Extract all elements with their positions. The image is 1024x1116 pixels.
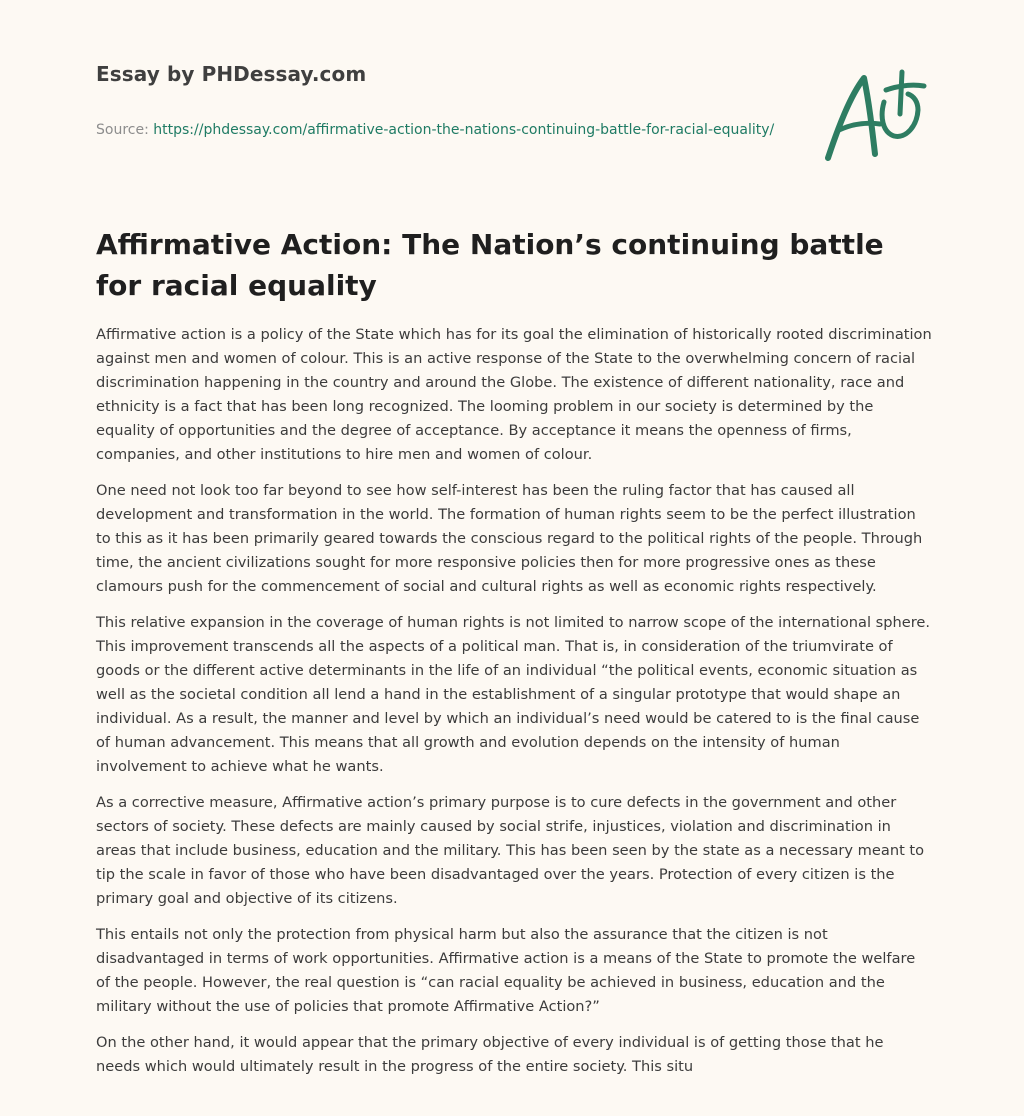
essay-body — [96, 323, 932, 1091]
essay-paragraph: As a corrective measure, Affirmative action’s primary purpose is to cure defects in the government and other sectors of society. These defects are mainly caused by social strife, injustices, violation and discrimination in areas that include business, education and the military. This has been seen by the state as a necessary meant to tip the scale in favor of those who have been disadvantaged over the years. Protection of every citizen is the primary goal and objective of its citizens. — [96, 794, 925, 907]
a-plus-grade-icon — [822, 66, 930, 166]
page-header — [96, 62, 796, 141]
essay-paragraph: One need not look too far beyond to see how self-interest has been the ruling factor that has caused all development and transformation in the world. The formation of human rights seem to be the perfect illustration to this as it has been primarily geared towards the conscious regard to the political rights of the people. Through time, the ancient civilizations sought for more responsive policies then for more progressive ones as these clamours push for the commencement of social and cultural rights as well as economic rights respectively. — [96, 482, 923, 595]
essay-title: Affirmative Action: The Nation’s continuing battle for racial equality — [96, 228, 884, 302]
source-link[interactable]: https://phdessay.com/affirmative-action-the-nations-continuing-battle-for-racial-equality/ — [153, 122, 775, 138]
source-line — [96, 119, 776, 141]
essay-paragraph: Affirmative action is a policy of the State which has for its goal the elimination of historically rooted discrimination against men and women of colour. This is an active response of the State to the overwhelming concern of racial discrimination happening in the country and around the Globe. The existence of different nationality, race and ethnicity is a fact that has been long recognized. The looming problem in our society is determined by the equality of opportunities and the degree of acceptance. By acceptance it means the openness of firms, companies, and other institutions to hire men and women of colour. — [96, 326, 932, 463]
source-label: Source: — [96, 122, 149, 138]
essay-paragraph: This relative expansion in the coverage of human rights is not limited to narrow scope of the international sphere. This improvement transcends all the aspects of a political man. That is, in consideration of the triumvirate of goods or the different active determinants in the life of an individual “the political events, economic situation as well as the societal condition all lend a hand in the establishment of a singular prototype that would shape an individual. As a result, the manner and level by which an individual’s need would be catered to is the final cause of human advancement. This means that all growth and evolution depends on the intensity of human involvement to achieve what he wants. — [96, 614, 931, 775]
site-brand: Essay by PHDessay.com — [96, 62, 367, 86]
essay-paragraph: On the other hand, it would appear that the primary objective of every individual is of getting those that he needs which would ultimately result in the progress of the entire society. This situ — [96, 1034, 884, 1075]
essay-paragraph: This entails not only the protection from physical harm but also the assurance that the citizen is not disadvantaged in terms of work opportunities. Affirmative action is a means of the State to promote the welfare of the people. However, the real question is “can racial equality be achieved in business, education and the military without the use of policies that promote Affirmative Action?” — [96, 926, 916, 1015]
